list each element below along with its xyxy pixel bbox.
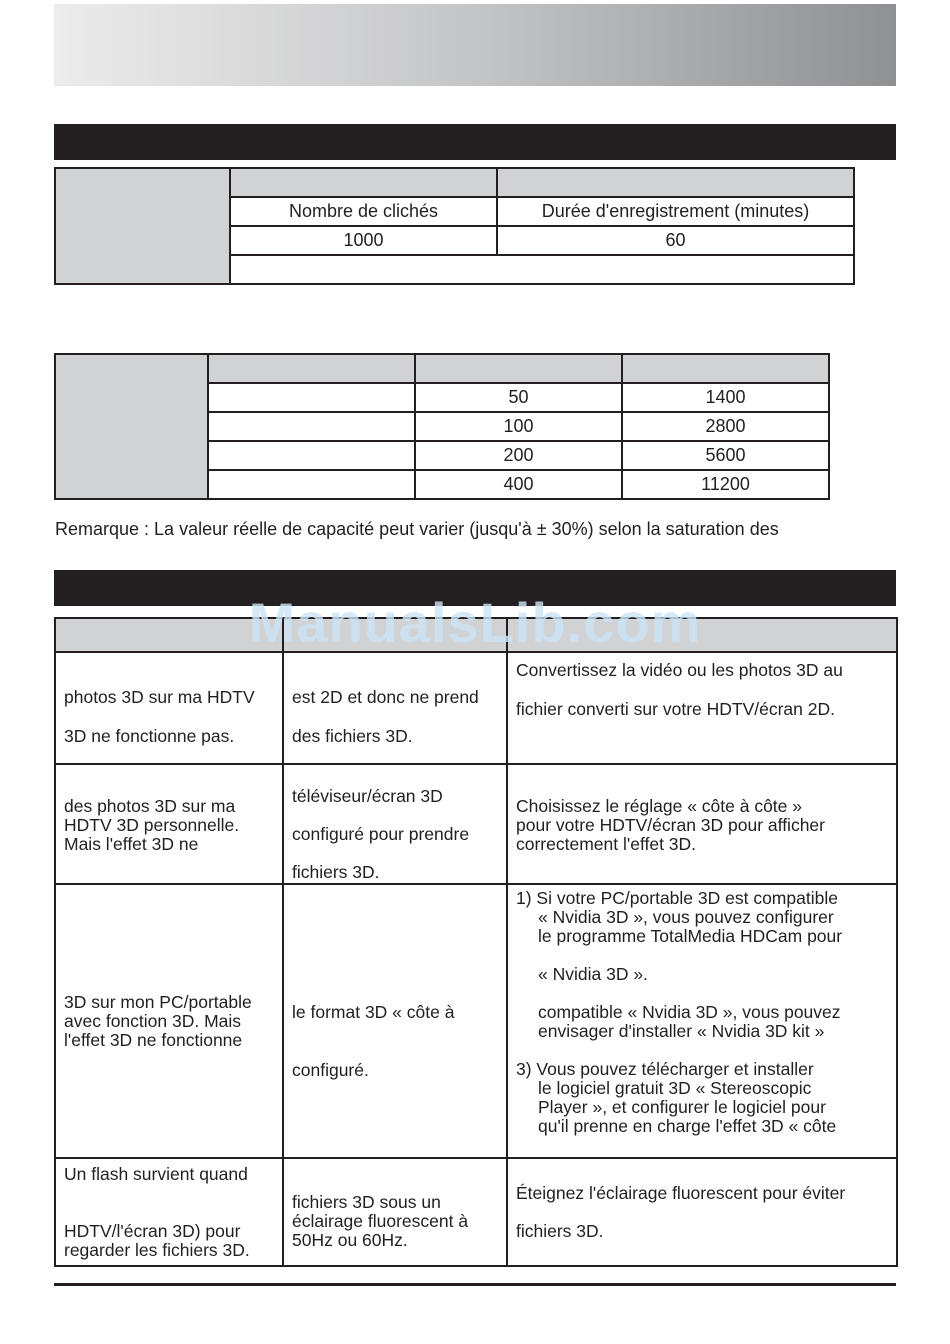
solution-line: pour votre HDTV/écran 3D pour afficher xyxy=(516,815,825,835)
cause-line: configuré pour prendre xyxy=(292,824,470,844)
cause-line: est 2D et donc ne prend xyxy=(292,687,479,707)
header-cell xyxy=(622,354,829,383)
cause-line: configuré. xyxy=(292,1060,369,1080)
cause-line: téléviseur/écran 3D xyxy=(292,786,443,806)
memory-card-capacity-table xyxy=(54,353,830,500)
problem-line: HDTV 3D personnelle. xyxy=(64,815,240,835)
cause-line: des fichiers 3D. xyxy=(292,726,413,746)
table-cell: 1000 xyxy=(230,226,497,255)
table-cell: 400 xyxy=(415,470,622,499)
problem-cell xyxy=(55,652,283,764)
solution-cell xyxy=(507,884,897,1158)
problem-line: l'effet 3D ne fonctionne xyxy=(64,1030,243,1050)
section-title-bar-specifications xyxy=(54,124,896,160)
table-cell xyxy=(230,255,854,284)
problem-line: regarder les fichiers 3D. xyxy=(64,1240,250,1260)
solution-cell xyxy=(507,764,897,884)
cause-cell xyxy=(283,884,507,1158)
solution-line: « Nvidia 3D », vous pouvez configurer xyxy=(538,907,834,927)
table-row xyxy=(55,884,897,1158)
table-row xyxy=(55,354,829,383)
solution-line: Éteignez l'éclairage fluorescent pour éviter xyxy=(516,1183,846,1203)
solution-line: 3) Vous pouvez télécharger et installer xyxy=(516,1059,814,1079)
table-row xyxy=(55,168,854,197)
cause-cell xyxy=(283,652,507,764)
table-cell: 5600 xyxy=(622,441,829,470)
header-cell xyxy=(230,168,497,197)
solution-line: fichiers 3D. xyxy=(516,1221,604,1241)
solution-line: Choisissez le réglage « côte à côte » xyxy=(516,796,802,816)
cause-cell xyxy=(283,764,507,884)
solution-line: le programme TotalMedia HDCam pour xyxy=(538,926,843,946)
cause-line: le format 3D « côte à xyxy=(292,1002,455,1022)
problem-line: 3D sur mon PC/portable xyxy=(64,992,252,1012)
problem-line: Mais l'effet 3D ne xyxy=(64,834,199,854)
capacity-note: Remarque : La valeur réelle de capacité peut varier (jusqu'à ± 30%) selon la saturation des xyxy=(55,519,779,539)
problem-cell xyxy=(55,884,283,1158)
table-cell xyxy=(208,383,415,412)
solution-line: le logiciel gratuit 3D « Stereoscopic xyxy=(538,1078,812,1098)
table-cell: 50 xyxy=(415,383,622,412)
solution-line: qu'il prenne en charge l'effet 3D « côte xyxy=(538,1116,837,1136)
table-cell: 200 xyxy=(415,441,622,470)
solution-line: « Nvidia 3D ». xyxy=(538,964,648,984)
header-cell xyxy=(497,168,854,197)
watermark-logo: ManualsLib.com xyxy=(248,591,702,654)
problem-line: photos 3D sur ma HDTV xyxy=(64,687,255,707)
problem-line: Un flash survient quand xyxy=(64,1164,248,1184)
problem-cell xyxy=(55,764,283,884)
table-cell: 100 xyxy=(415,412,622,441)
solution-cell xyxy=(507,652,897,764)
header-cell xyxy=(208,354,415,383)
solution-line: envisager d'installer « Nvidia 3D kit » xyxy=(538,1021,825,1041)
solution-line: Convertissez la vidéo ou les photos 3D au xyxy=(516,660,843,680)
column-header-shots: Nombre de clichés xyxy=(230,197,497,226)
row-header-cell xyxy=(55,168,230,284)
solution-line: correctement l'effet 3D. xyxy=(516,834,697,854)
problem-line: avec fonction 3D. Mais xyxy=(64,1011,242,1031)
troubleshooting-table xyxy=(54,617,898,1267)
cause-line: fichiers 3D. xyxy=(292,862,380,882)
problem-cell xyxy=(55,1158,283,1266)
cause-line: éclairage fluorescent à xyxy=(292,1211,469,1231)
table-row xyxy=(55,1158,897,1266)
page-header-band xyxy=(54,4,896,86)
header-cell xyxy=(415,354,622,383)
cause-line: 50Hz ou 60Hz. xyxy=(292,1230,408,1250)
storage-capacity-table xyxy=(54,167,855,285)
solution-line: fichier converti sur votre HDTV/écran 2D. xyxy=(516,699,835,719)
footer-divider xyxy=(54,1283,896,1286)
problem-line: HDTV/l'écran 3D) pour xyxy=(64,1221,241,1241)
solution-cell xyxy=(507,1158,897,1266)
table-cell xyxy=(208,412,415,441)
solution-line: Player », et configurer le logiciel pour xyxy=(538,1097,826,1117)
table-cell xyxy=(208,441,415,470)
table-row xyxy=(55,652,897,764)
problem-line: des photos 3D sur ma xyxy=(64,796,236,816)
table-cell: 1400 xyxy=(622,383,829,412)
table-row xyxy=(55,764,897,884)
solution-line: compatible « Nvidia 3D », vous pouvez xyxy=(538,1002,841,1022)
table-cell: 60 xyxy=(497,226,854,255)
cause-line: fichiers 3D sous un xyxy=(292,1192,441,1212)
table-cell: 11200 xyxy=(622,470,829,499)
column-header-duration: Durée d'enregistrement (minutes) xyxy=(497,197,854,226)
table-cell: 2800 xyxy=(622,412,829,441)
problem-line: 3D ne fonctionne pas. xyxy=(64,726,235,746)
solution-line: 1) Si votre PC/portable 3D est compatible xyxy=(516,888,838,908)
cause-cell xyxy=(283,1158,507,1266)
row-header-cell xyxy=(55,354,208,499)
table-cell xyxy=(208,470,415,499)
